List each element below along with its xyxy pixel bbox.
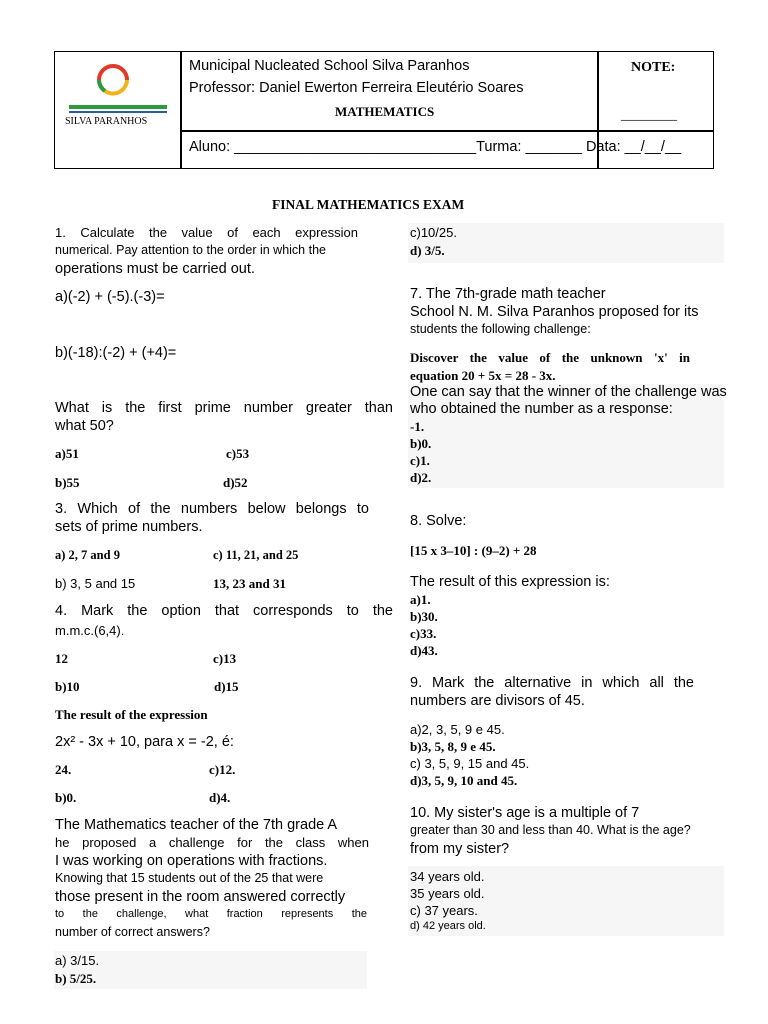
- q6-text: to the challenge, what fraction represents the: [55, 908, 367, 920]
- q6-option-c[interactable]: c)10/25.: [410, 225, 457, 240]
- q8-text: 8. Solve:: [410, 513, 467, 529]
- q2-option-a[interactable]: a)51: [55, 446, 79, 461]
- header-divider: [180, 52, 182, 168]
- q8-option-c[interactable]: c)33.: [410, 626, 437, 641]
- q9-text: numbers are divisors of 45.: [410, 693, 585, 709]
- note-label: NOTE:: [631, 60, 676, 75]
- q7-text: Discover the value of the unknown 'x' in: [410, 350, 690, 365]
- q8-text: The result of this expression is:: [410, 574, 610, 590]
- q6-options-box: [54, 951, 367, 989]
- q6-text: those present in the room answered correctly: [55, 889, 346, 905]
- q6-option-d[interactable]: d) 3/5.: [410, 243, 445, 258]
- q8-option-a[interactable]: a)1.: [410, 592, 431, 607]
- q6-text: he proposed a challenge for the class when: [55, 835, 369, 850]
- q1-item-b: b)(-18):(-2) + (+4)=: [55, 345, 177, 361]
- q8-option-d[interactable]: d)43.: [410, 643, 438, 658]
- q10-option-b[interactable]: 35 years old.: [410, 886, 485, 901]
- q9-text: 9. Mark the alternative in which all the: [410, 675, 694, 691]
- logo-text: SILVA PARANHOS: [65, 116, 148, 127]
- q6-option-a[interactable]: a) 3/15.: [55, 953, 100, 968]
- school-name: Municipal Nucleated School Silva Paranhos: [189, 58, 470, 74]
- header-divider: [180, 130, 713, 132]
- q4-text: m.m.c.(6,4).: [55, 623, 125, 638]
- q8-option-b[interactable]: b)30.: [410, 609, 438, 624]
- q10-option-a[interactable]: 34 years old.: [410, 869, 485, 884]
- q6-text: Knowing that 15 students out of the 25 that were: [55, 871, 324, 885]
- q10-text: from my sister?: [410, 841, 510, 857]
- professor-name: Professor: Daniel Ewerton Ferreira Eleutério Soares: [189, 80, 524, 96]
- student-info-line[interactable]: Aluno: ______________________________Turma: _______ Data: __/__/__: [189, 139, 682, 155]
- q10-option-d[interactable]: d) 42 years old.: [410, 920, 486, 932]
- q7-option-c[interactable]: c)1.: [410, 453, 430, 468]
- q4-option-a[interactable]: 12: [55, 651, 68, 666]
- q8-expression: [15 x 3–10] : (9–2) + 28: [410, 543, 537, 558]
- school-logo: [61, 58, 173, 134]
- q1-text: numerical. Pay attention to the order in which the: [55, 243, 326, 257]
- q5-text: 2x² - 3x + 10, para x = -2, é:: [55, 734, 234, 750]
- q6-text: number of correct answers?: [55, 925, 210, 939]
- q6-option-b[interactable]: b) 5/25.: [55, 971, 97, 986]
- q4-option-c[interactable]: c)13: [213, 651, 237, 666]
- q10-option-c[interactable]: c) 37 years.: [410, 903, 478, 918]
- q3-option-a[interactable]: a) 2, 7 and 9: [55, 548, 120, 562]
- header-table: [54, 51, 714, 169]
- q2-option-c[interactable]: c)53: [226, 446, 250, 461]
- q9-option-a[interactable]: a)2, 3, 5, 9 e 45.: [410, 722, 505, 737]
- q7-text: School N. M. Silva Paranhos proposed for its: [410, 304, 699, 320]
- q3-text: 3. Which of the numbers below belongs to: [55, 501, 369, 517]
- q10-text: greater than 30 and less than 40. What is the age?: [410, 823, 691, 837]
- q3-option-c[interactable]: c) 11, 21, and 25: [213, 548, 299, 562]
- q7-option-d[interactable]: d)2.: [410, 470, 432, 485]
- q3-option-d[interactable]: 13, 23 and 31: [213, 576, 286, 591]
- q6-text: I was working on operations with fractions.: [55, 853, 328, 869]
- q6-text: The Mathematics teacher of the 7th grade A: [55, 817, 338, 833]
- q9-option-c[interactable]: c) 3, 5, 9, 15 and 45.: [410, 756, 530, 771]
- q2-text: what 50?: [55, 418, 114, 434]
- q5-option-c[interactable]: c)12.: [209, 762, 236, 777]
- q1-text: 1. Calculate the value of each expression: [55, 225, 358, 240]
- q7-option-a[interactable]: -1.: [410, 419, 425, 434]
- q2-option-b[interactable]: b)55: [55, 475, 80, 490]
- q10-text: 10. My sister's age is a multiple of 7: [410, 805, 640, 821]
- q3-text: sets of prime numbers.: [55, 519, 203, 535]
- q2-option-d[interactable]: d)52: [223, 475, 248, 490]
- q5-option-b[interactable]: b)0.: [55, 790, 77, 805]
- q3-option-b[interactable]: b) 3, 5 and 15: [55, 576, 136, 591]
- q7-text: equation 20 + 5x = 28 - 3x.: [410, 368, 556, 383]
- q1-text: operations must be carried out.: [55, 261, 255, 277]
- q5-text: The result of the expression: [55, 707, 208, 722]
- subject-title: MATHEMATICS: [335, 104, 435, 119]
- q7-option-b[interactable]: b)0.: [410, 436, 432, 451]
- q4-option-b[interactable]: b)10: [55, 679, 80, 694]
- q5-option-a[interactable]: 24.: [55, 762, 72, 777]
- q5-option-d[interactable]: d)4.: [209, 790, 231, 805]
- q2-text: What is the first prime number greater than: [55, 400, 393, 416]
- q1-item-a: a)(-2) + (-5).(-3)=: [55, 289, 165, 305]
- q9-option-d[interactable]: d)3, 5, 9, 10 and 45.: [410, 773, 518, 788]
- note-blank[interactable]: ________: [621, 108, 677, 123]
- q7-text: One can say that the winner of the challenge was: [410, 384, 727, 400]
- q4-option-d[interactable]: d)15: [214, 679, 239, 694]
- exam-title: FINAL MATHEMATICS EXAM: [272, 197, 465, 212]
- q7-text: students the following challenge:: [410, 322, 591, 336]
- q7-text: who obtained the number as a response:: [410, 401, 673, 417]
- q9-option-b[interactable]: b)3, 5, 8, 9 e 45.: [410, 739, 496, 754]
- q7-text: 7. The 7th-grade math teacher: [410, 286, 606, 302]
- q4-text: 4. Mark the option that corresponds to the: [55, 603, 393, 619]
